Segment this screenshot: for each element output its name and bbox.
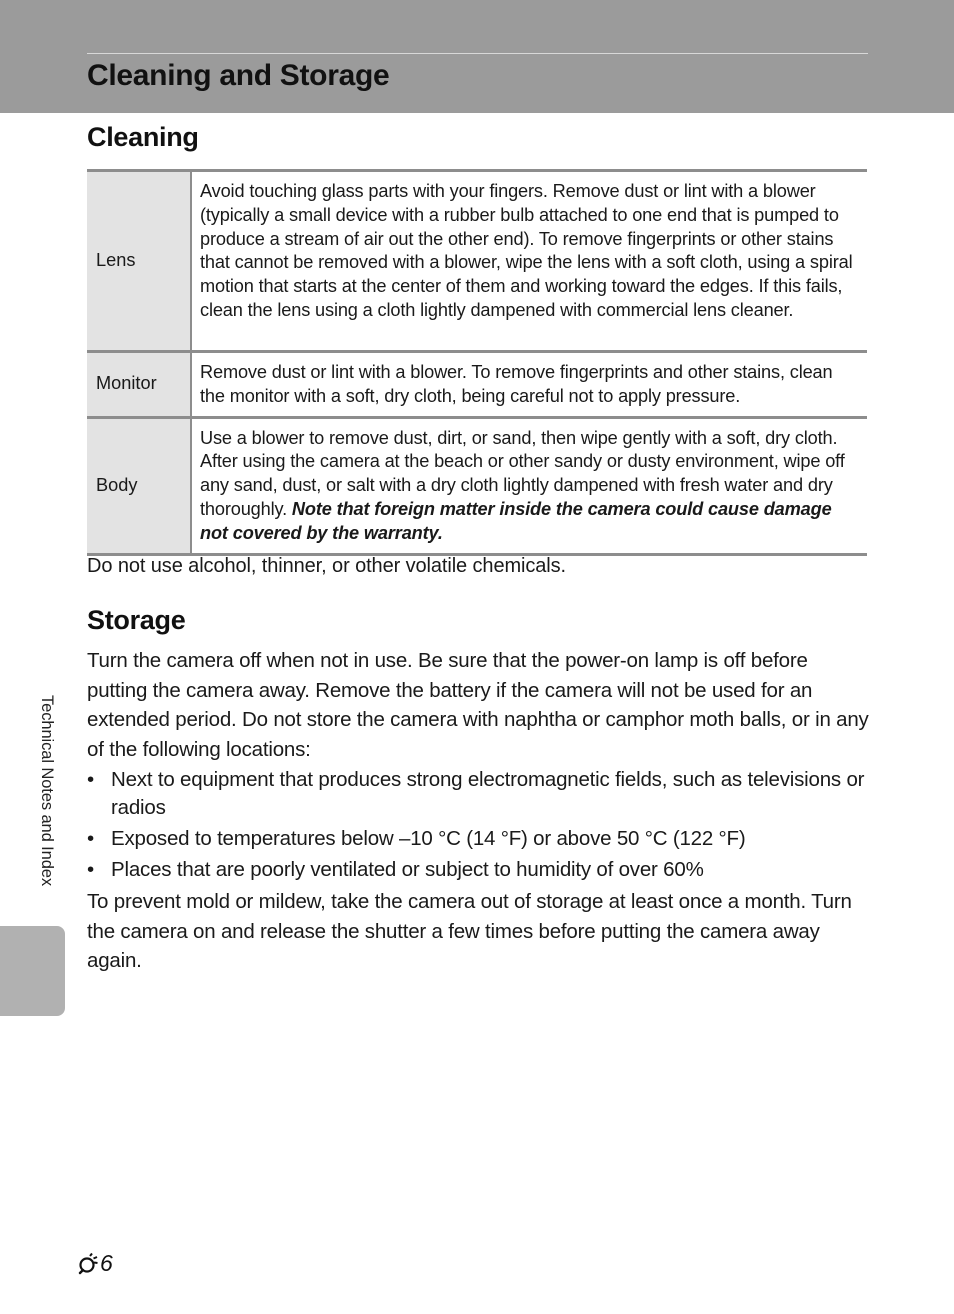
section-side-label: Technical Notes and Index (38, 695, 56, 887)
bullet-icon: • (87, 768, 94, 791)
page-number: 6 (100, 1250, 113, 1276)
storage-closing: To prevent mold or mildew, take the camera out of storage at least once a month. Turn the camera on and release the shutter a few times before putting the camera away again. (87, 890, 852, 972)
storage-heading: Storage (87, 605, 186, 635)
bullet-icon: • (87, 827, 94, 850)
list-item: • Places that are poorly ventilated or subject to humidity of over 60% (87, 856, 872, 884)
header-rule (87, 53, 868, 54)
row-label-monitor: Monitor (87, 352, 191, 418)
table-row (87, 417, 867, 554)
page-title: Cleaning and Storage (87, 59, 390, 92)
bullet-icon: • (87, 858, 94, 881)
chemicals-note: Do not use alcohol, thinner, or other volatile chemicals. (87, 555, 567, 577)
page-footer (75, 1250, 113, 1277)
body-text: Use a blower to remove dust, dirt, or sand, then wipe gently with a soft, dry cloth. After using the camera at the beach or other sandy or dusty environment, wipe off any sand, dust, or salt with a dry cloth lightly dampened with fresh water and dry thoroughly. (200, 427, 845, 519)
list-item: • Next to equipment that produces strong electromagnetic fields, such as televisions or radios (87, 768, 865, 819)
section-tab[interactable] (0, 926, 65, 1016)
header-band (0, 0, 954, 113)
row-text-lens: Avoid touching glass parts with your fingers. Remove dust or lint with a blower (typically a small device with a rubber bulb attached to one end that is pumped to produce a stream of air out the other end). To remove fingerprints or other stains that cannot be removed with a blower, wipe the lens with a soft cloth, using a spiral motion that starts at the center of them and working toward the edges. If this fails, clean the lens using a cloth lightly dampened with commercial lens cleaner. (200, 181, 853, 320)
table-row (87, 352, 867, 418)
row-text-monitor: Remove dust or lint with a blower. To remove fingerprints and other stains, clean the monitor with a soft, dry cloth, being careful not to apply pressure. (200, 362, 833, 406)
wrench-tool-icon (75, 1252, 99, 1276)
cleaning-table (87, 169, 867, 556)
row-text-body (191, 417, 867, 554)
table-row (87, 171, 867, 352)
storage-body (87, 646, 872, 976)
row-label-body: Body (87, 417, 191, 554)
warranty-warning: Note that foreign matter inside the camera could cause damage not covered by the warranty. (200, 498, 832, 543)
row-label-lens: Lens (87, 171, 191, 352)
storage-location-list (87, 766, 872, 884)
cleaning-heading: Cleaning (87, 122, 199, 152)
list-item: • Exposed to temperatures below –10 °C (14 °F) or above 50 °C (122 °F) (87, 825, 872, 853)
storage-intro: Turn the camera off when not in use. Be sure that the power-on lamp is off before putting the camera away. Remove the battery if the camera will not be used for an extended period. Do not store the camera with naphtha or camphor moth balls, or in any of the following locations: (87, 649, 869, 761)
